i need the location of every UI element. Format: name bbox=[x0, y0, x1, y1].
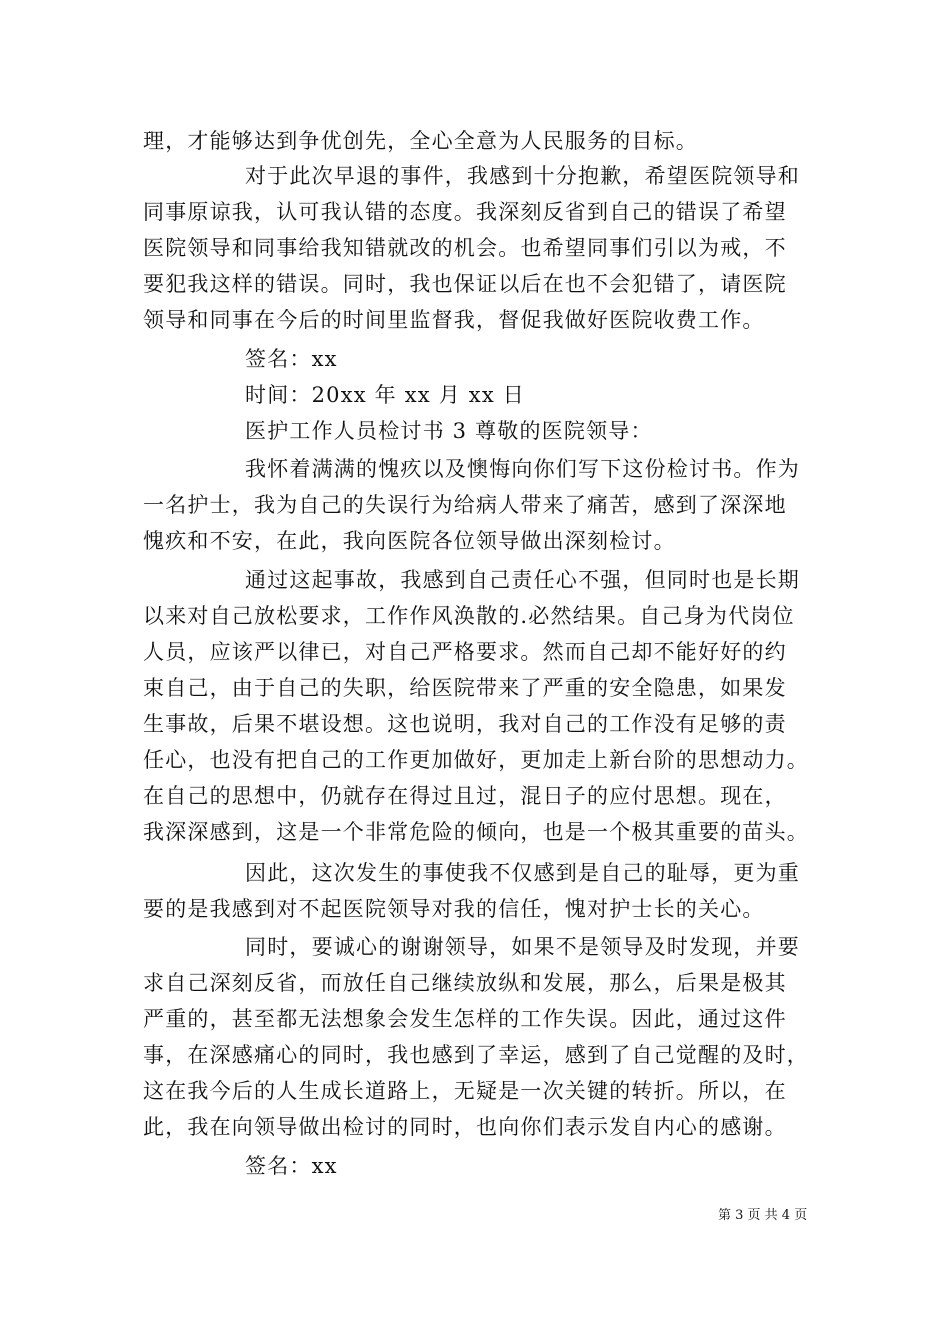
section-heading-line: 医护工作人员检讨书 3 尊敬的医院领导： bbox=[245, 419, 653, 443]
text-line: 事，在深感痛心的同时，我也感到了幸运，感到了自己觉醒的及时， bbox=[143, 1043, 809, 1067]
text-line: 一名护士，我为自己的失误行为给病人带来了痛苦，感到了深深地 bbox=[143, 493, 787, 517]
text-line: 在自己的思想中，仍就存在得过且过，混日子的应付思想。现在， bbox=[143, 784, 787, 808]
text-line: 要犯我这样的错误。同时，我也保证以后在也不会犯错了，请医院 bbox=[143, 272, 787, 296]
paragraph-start-line: 对于此次早退的事件，我感到十分抱歉，希望医院领导和 bbox=[245, 164, 800, 188]
text-line: 严重的，甚至都无法想象会发生怎样的工作失误。因此，通过这件 bbox=[143, 1007, 787, 1031]
text-line: 愧疚和不安，在此，我向医院各位领导做出深刻检讨。 bbox=[143, 529, 676, 553]
date-line: 时间：20xx 年 xx 月 xx 日 bbox=[245, 383, 525, 407]
signature-line: 签名：xx bbox=[245, 1154, 338, 1178]
text-line: 医院领导和同事给我知错就改的机会。也希望同事们引以为戒，不 bbox=[143, 236, 787, 260]
text-line: 此，我在向领导做出检讨的同时，也向你们表示发自内心的感谢。 bbox=[143, 1115, 787, 1139]
paragraph-start-line: 我怀着满满的愧疚以及懊悔向你们写下这份检讨书。作为 bbox=[245, 457, 800, 481]
text-line: 以来对自己放松要求，工作作风涣散的.必然结果。自己身为代岗位 bbox=[143, 604, 795, 628]
text-line: 要的是我感到对不起医院领导对我的信任，愧对护士长的关心。 bbox=[143, 897, 765, 921]
signature-line: 签名：xx bbox=[245, 347, 338, 371]
text-line: 理，才能够达到争优创先，全心全意为人民服务的目标。 bbox=[143, 129, 698, 153]
text-line: 我深深感到，这是一个非常危险的倾向，也是一个极其重要的苗头。 bbox=[143, 820, 809, 844]
text-line: 任心，也没有把自己的工作更加做好，更加走上新台阶的思想动力。 bbox=[143, 748, 809, 772]
paragraph-start-line: 通过这起事故，我感到自己责任心不强，但同时也是长期 bbox=[245, 568, 800, 592]
paragraph-start-line: 同时，要诚心的谢谢领导，如果不是领导及时发现，并要 bbox=[245, 935, 800, 959]
text-line: 领导和同事在今后的时间里监督我，督促我做好医院收费工作。 bbox=[143, 308, 765, 332]
paragraph-start-line: 因此，这次发生的事使我不仅感到是自己的耻辱，更为重 bbox=[245, 861, 800, 885]
text-line: 这在我今后的人生成长道路上，无疑是一次关键的转折。所以，在 bbox=[143, 1079, 787, 1103]
text-line: 人员，应该严以律已，对自己严格要求。然而自己却不能好好的约 bbox=[143, 640, 787, 664]
text-line: 生事故，后果不堪设想。这也说明，我对自己的工作没有足够的责 bbox=[143, 712, 787, 736]
page-number-footer: 第 3 页 共 4 页 bbox=[718, 1208, 808, 1223]
text-line: 求自己深刻反省，而放任自己继续放纵和发展，那么，后果是极其 bbox=[143, 971, 787, 995]
text-line: 同事原谅我，认可我认错的态度。我深刻反省到自己的错误了希望 bbox=[143, 200, 787, 224]
text-line: 束自己，由于自己的失职，给医院带来了严重的安全隐患，如果发 bbox=[143, 676, 787, 700]
